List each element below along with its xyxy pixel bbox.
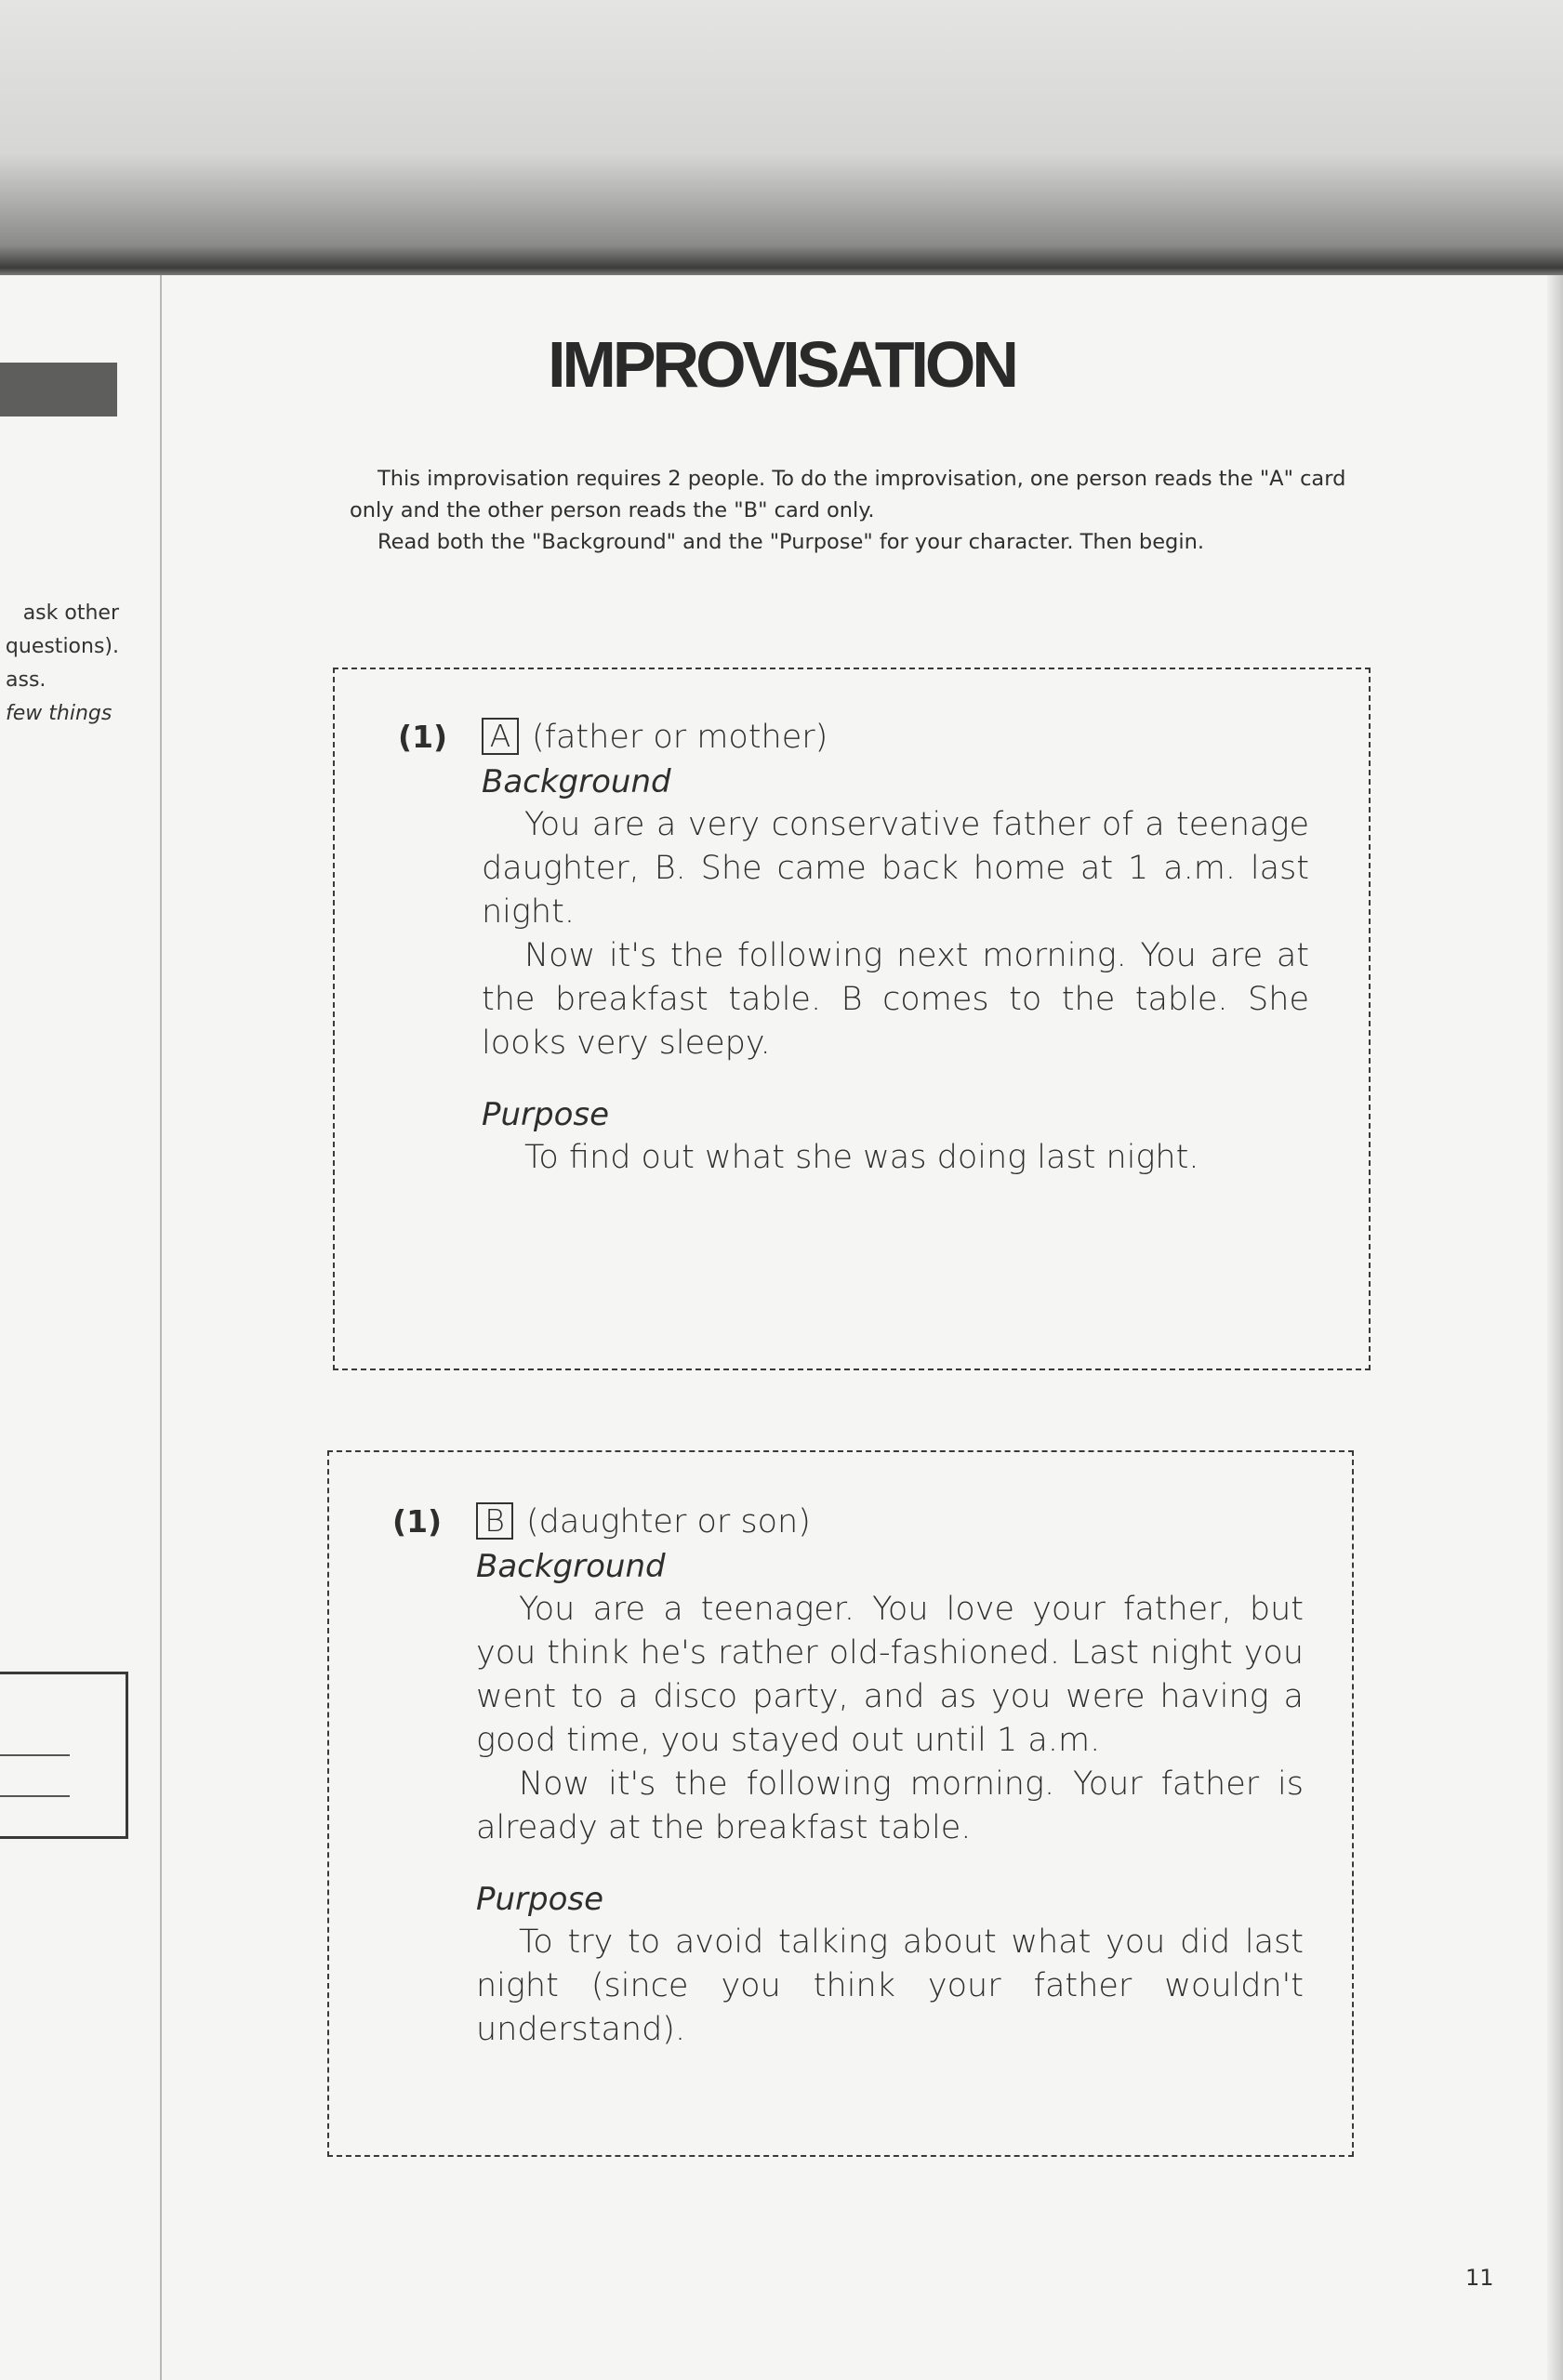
background-paragraph-2: Now it's the following morning. Your father is already at the breakfast table. [476, 1765, 1304, 1846]
role-card-b [327, 1450, 1354, 2157]
adjacent-text-line: ask other [22, 602, 119, 625]
card-number: (1) [398, 719, 448, 755]
scan-top-shadow [0, 0, 1563, 279]
role-description: (father or mother) [532, 719, 828, 756]
adjacent-text-line: questions). [5, 635, 119, 658]
card-letter-box: B [476, 1502, 513, 1540]
background-paragraph-1: You are a teenager. You love your father, but you think he's rather old-fashioned. Last night you went to a disco party, and as you were having a good time, you stayed out until 1 a.m. [476, 1591, 1304, 1759]
purpose-heading: Purpose [476, 1881, 604, 1918]
background-heading: Background [476, 1548, 666, 1585]
background-paragraph-2: Now it's the following next morning. You are at the breakfast table. B comes to the table. She looks very sleepy. [482, 937, 1309, 1062]
purpose-heading: Purpose [482, 1096, 610, 1133]
instructions-line-1: This improvisation requires 2 people. To do the improvisation, one person reads the "A" card only and the other person reads the "B" card only. [350, 467, 1346, 522]
adjacent-box-line [0, 1754, 70, 1756]
role-header [392, 1499, 1304, 1545]
instructions-line-2: Read both the "Background" and the "Purpose" for your character. Then begin. [378, 530, 1204, 554]
role-description: (daughter or son) [526, 1503, 811, 1540]
card-number: (1) [392, 1503, 443, 1540]
background-paragraph-1: You are a very conservative father of a teenage daughter, B. She came back home at 1 a.m. last night. [482, 806, 1309, 931]
left-margin-rule [160, 275, 162, 2380]
background-heading: Background [482, 763, 671, 800]
page-right-edge [1547, 275, 1563, 2380]
purpose-text: To try to avoid talking about what you did last night (since you think your father wouldn't understand). [476, 1924, 1304, 2048]
instructions [350, 463, 1382, 558]
card-letter-box: A [482, 718, 519, 755]
page-title: IMPROVISATION [548, 328, 1015, 401]
adjacent-box-line [0, 1795, 70, 1797]
adjacent-text-line: few things [6, 702, 113, 725]
adjacent-text-line: ass. [6, 668, 46, 692]
role-header [398, 714, 1309, 760]
adjacent-page-box [0, 1672, 128, 1839]
adjacent-page-text [0, 597, 149, 731]
role-card-a [333, 668, 1371, 1370]
page-number: 11 [1465, 2265, 1494, 2291]
purpose-text: To find out what she was doing last night. [524, 1139, 1199, 1176]
